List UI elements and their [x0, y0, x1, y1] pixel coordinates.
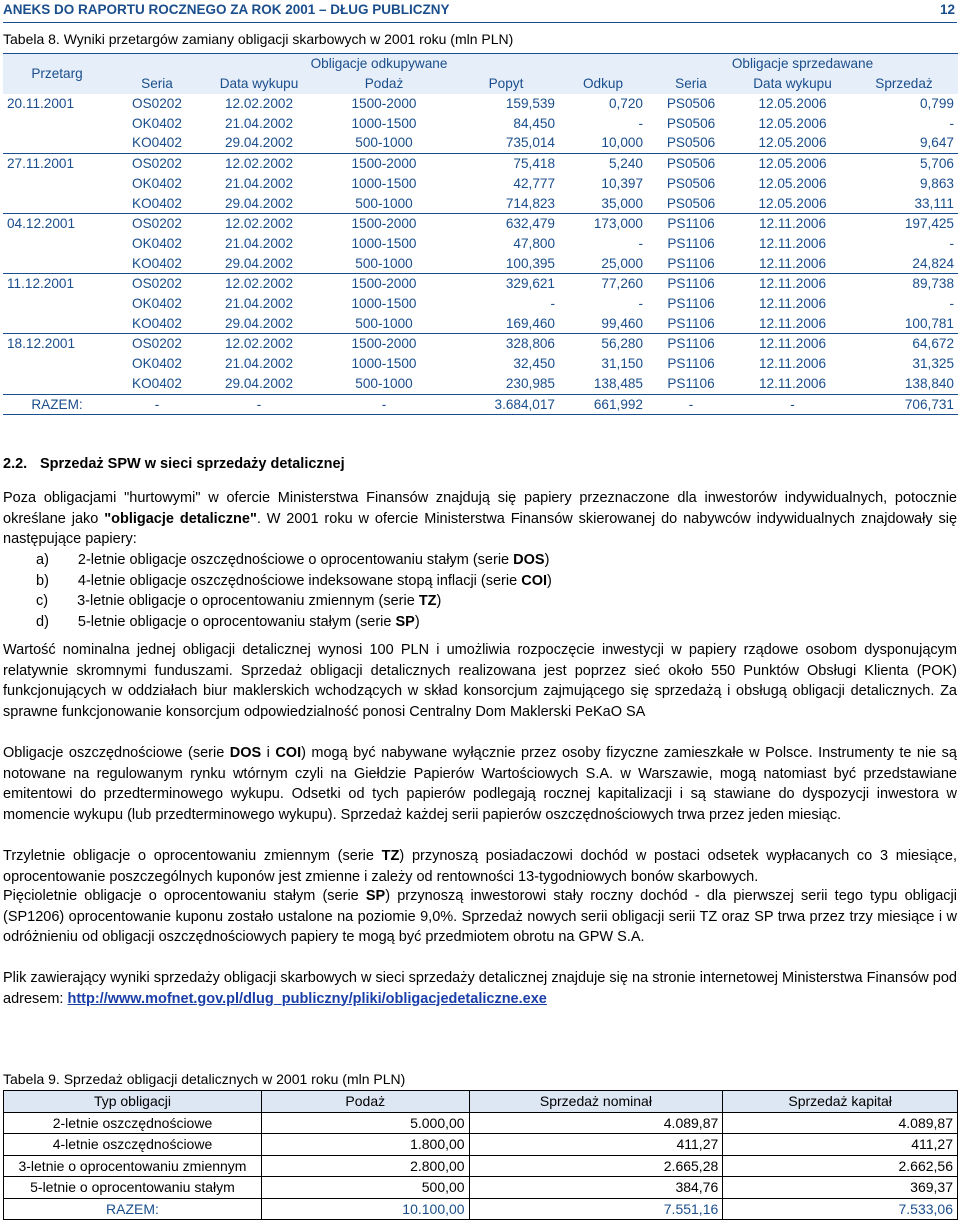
col-typ-obligacji: Typ obligacji [4, 1091, 262, 1113]
cell-odkup: - [638, 296, 643, 312]
col-sprzedaz: Sprzedaż [850, 74, 958, 94]
cell-przetarg-date: 27.11.2001 [3, 154, 111, 174]
table-row [4, 1155, 958, 1177]
cell-odkup: 99,460 [601, 315, 643, 331]
cell-popyt: 47,800 [513, 235, 555, 251]
total-sprzedaz: 706,731 [850, 394, 958, 415]
text: Obligacje oszczędnościowe (serie [3, 745, 230, 761]
cell-podaz: 1000-1500 [351, 356, 417, 372]
text: Pięcioletnie obligacje o oprocentowaniu stałym (serie [3, 888, 366, 904]
cell-odkup: 10,000 [601, 135, 643, 151]
cell-podaz: 500-1000 [355, 195, 413, 211]
col-popyt: Popyt [453, 74, 559, 94]
cell-data-wykupu: 12.02.2002 [203, 214, 315, 234]
cell-data-wykupu-sprzedawane: 12.05.2006 [758, 175, 827, 191]
cell-typ-obligacji: 2-letnie oszczędnościowe [4, 1112, 262, 1134]
table-row [3, 354, 958, 374]
table-row [3, 133, 958, 153]
cell-sprzedaz: 24,824 [912, 255, 954, 271]
cell-sprzedaz: 33,111 [914, 195, 954, 211]
list-item [3, 612, 957, 633]
cell-seria-sprzedawane: PS1106 [667, 315, 715, 331]
cell-sprzedaz-nominal: 4.089,87 [469, 1112, 723, 1134]
group-odkupywane: Obligacje odkupywane [111, 54, 647, 75]
cell-data-wykupu-sprzedawane: 12.05.2006 [758, 135, 827, 151]
cell-sprzedaz-kapital: 4.089,87 [723, 1112, 958, 1134]
cell-seria: OK0402 [132, 235, 182, 251]
cell-seria-sprzedawane: PS1106 [667, 375, 715, 391]
cell-data-wykupu: 29.04.2002 [224, 375, 294, 391]
cell-sprzedaz: - [949, 115, 954, 131]
cell-sprzedaz: 100,781 [904, 315, 954, 331]
cell-data-wykupu-sprzedawane: 12.11.2006 [735, 214, 850, 234]
table9 [3, 1090, 958, 1220]
table-row [3, 94, 958, 114]
bond-types-list [3, 550, 957, 632]
cell-seria: OS0202 [132, 96, 182, 111]
total-kapital: 7.533,06 [723, 1198, 958, 1220]
total-popyt: 3.684,017 [453, 394, 559, 415]
cell-data-wykupu-sprzedawane: 12.11.2006 [758, 235, 827, 251]
emphasis: DOS [229, 745, 262, 761]
cell-popyt: 714,823 [505, 195, 555, 211]
list-text: 5-letnie obligacje o oprocentowaniu stałym (serie [77, 613, 396, 630]
cell-data-wykupu: 29.04.2002 [224, 255, 294, 271]
cell-popyt: 32,450 [513, 356, 555, 372]
cell-przetarg-date: 20.11.2001 [7, 96, 75, 111]
cell-data-wykupu-sprzedawane: 12.11.2006 [758, 375, 827, 391]
cell-sprzedaz: 0,799 [919, 96, 954, 111]
cell-seria: OK0402 [132, 296, 182, 312]
text: ) mogą być nabywane wyłącznie przez osoby fizyczne zamieszkałe w Polsce. Instrumenty te nie są notowane na regulowanym rynku wtórnym czyli na Giełdzie Papierów Wartościowych S.A. w Warszawie, mogą natomiast być przedstawiane emitentowi do przedterminowego wykupu. Odsetki od tych papierów podlegają rocznej kapitalizacji i są stawiane do dyspozycji inwestora w momencie wykupu (lub przedterminowego wykupu). Sprzedaż każdej serii papierów oszczędnościowych trwa przez jeden miesiąc. [3, 745, 957, 823]
cell-data-wykupu: 29.04.2002 [224, 315, 294, 331]
cell-seria-sprzedawane: PS0506 [666, 96, 716, 111]
cell-przetarg-date [3, 374, 111, 394]
total-cell: - [647, 394, 735, 415]
col-sprzedaz-nominal: Sprzedaż nominał [469, 1091, 723, 1113]
cell-data-wykupu-sprzedawane: 12.11.2006 [735, 334, 850, 354]
cell-data-wykupu-sprzedawane: 12.11.2006 [758, 315, 827, 331]
cell-przetarg-date [3, 114, 111, 134]
cell-seria: OS0202 [111, 274, 203, 294]
cell-podaz: 1500-2000 [315, 334, 453, 354]
cell-sprzedaz-kapital: 411,27 [723, 1134, 958, 1156]
cell-popyt: 230,985 [505, 375, 555, 391]
cell-popyt: 159,539 [505, 96, 555, 111]
text: ) przynoszą posiadaczowi dochód w postaci odsetek wypłacanych co 3 miesiące, oprocentowanie poszczególnych kuponów jest zmienne i zależy od rentowności 13-tygodniowych bonów skarbowych. [3, 848, 957, 885]
cell-data-wykupu: 29.04.2002 [224, 195, 294, 211]
cell-seria: OK0402 [132, 356, 182, 372]
cell-seria: KO0402 [132, 255, 182, 271]
paragraph-2: Wartość nominalna jednej obligacji detalicznej wynosi 100 PLN i umożliwia rozpoczęcie inwestycji w papiery rządowe osobom dysponującym relatywnie skromnymi funduszami. Sprzedaż obligacji detalicznych realizowana jest poprzez sieć około 550 Punktów Obsługi Klienta (POK) funkcjonujących w oddziałach biur maklerskich wchodzących w skład konsorcjum zajmującego się sprzedażą i obsługą obligacji detalicznych. Za sprawne funkcjonowanie konsorcjum odpowiedzialność ponosi Centralny Dom Maklerski PeKaO SA [3, 642, 957, 720]
cell-podaz: 1500-2000 [351, 96, 417, 111]
list-marker: a) [36, 552, 49, 568]
cell-sprzedaz-kapital: 369,37 [723, 1177, 958, 1199]
total-podaz: 10.100,00 [261, 1198, 469, 1220]
cell-seria-sprzedawane: PS1106 [667, 235, 715, 251]
cell-sprzedaz: 138,840 [904, 375, 954, 391]
cell-przetarg-date [3, 354, 111, 374]
cell-podaz: 1000-1500 [351, 175, 417, 191]
cell-podaz: 1000-1500 [351, 115, 417, 131]
cell-przetarg-date: 18.12.2001 [3, 334, 111, 354]
table9-caption: Tabela 9. Sprzedaż obligacji detalicznych w 2001 roku (mln PLN) [3, 1071, 406, 1087]
cell-seria: KO0402 [132, 195, 182, 211]
cell-odkup: 173,000 [559, 214, 647, 234]
emphasis: SP [365, 888, 386, 904]
col-przetarg: Przetarg [3, 54, 111, 95]
emphasis: TZ [381, 848, 400, 864]
col-data-wykupu-sprzedawane: Data wykupu [735, 74, 850, 94]
cell-odkup: 138,485 [593, 375, 643, 391]
table-row [3, 314, 958, 334]
cell-popyt: 75,418 [453, 154, 559, 174]
cell-podaz: 500-1000 [355, 315, 413, 331]
total-cell: - [203, 394, 315, 415]
paragraph-5 [3, 886, 957, 948]
cell-podaz: 1500-2000 [315, 274, 453, 294]
text: i [261, 745, 276, 761]
cell-popyt: - [550, 296, 555, 312]
mofnet-link[interactable]: http://www.mofnet.gov.pl/dlug_publiczny/pliki/obligacjedetaliczne.exe [67, 990, 547, 1007]
total-label: RAZEM: [4, 1198, 262, 1220]
table-row [3, 214, 958, 234]
cell-seria-sprzedawane: PS1106 [647, 214, 735, 234]
group-sprzedawane: Obligacje sprzedawane [647, 54, 958, 75]
table-row [3, 194, 958, 214]
table-row [3, 174, 958, 194]
cell-podaz: 500-1000 [355, 135, 413, 151]
text: Plik zawierający wyniki sprzedaży obligacji skarbowych w sieci sprzedaży detalicznej znajduje się na stronie internetowej Ministerstwa Finansów pod adresem: [3, 970, 957, 1007]
cell-przetarg-date [3, 234, 111, 254]
emphasis: SP [395, 613, 415, 630]
total-cell: - [315, 394, 453, 415]
cell-data-wykupu-sprzedawane: 12.05.2006 [758, 115, 827, 131]
cell-sprzedaz-nominal: 2.665,28 [469, 1155, 723, 1177]
cell-odkup: 35,000 [601, 195, 643, 211]
cell-sprzedaz-kapital: 2.662,56 [723, 1155, 958, 1177]
cell-data-wykupu: 21.04.2002 [224, 175, 294, 191]
cell-popyt: 84,450 [513, 115, 555, 131]
table8-caption: Tabela 8. Wyniki przetargów zamiany obligacji skarbowych w 2001 roku (mln PLN) [3, 31, 514, 47]
cell-popyt: 328,806 [453, 334, 559, 354]
paragraph-6 [3, 968, 957, 1009]
col-sprzedaz-kapital: Sprzedaż kapitał [723, 1091, 958, 1113]
list-text: 2-letnie obligacje oszczędnościowe o oprocentowaniu stałym (serie [77, 552, 514, 568]
cell-sprzedaz: 31,325 [912, 356, 954, 372]
emphasis: DOS [513, 552, 545, 568]
cell-data-wykupu-sprzedawane: 12.05.2006 [758, 96, 827, 111]
cell-seria-sprzedawane: PS1106 [647, 274, 735, 294]
list-text: 4-letnie obligacje oszczędnościowe indeksowane stopą inflacji (serie [77, 572, 522, 589]
emphasis: COI [275, 745, 302, 761]
text: Poza obligacjami "hurtowymi" w ofercie Ministerstwa Finansów znajdują się papiery przeznaczone dla inwestorów indywidualnych, potocznie określane jako [3, 490, 957, 527]
text: ) przynoszą inwestorowi stały roczny dochód - dla pierwszej serii tego typu obligacji (SP1206) oprocentowanie kuponu zostało ustalone na poziomie 9,0%. Sprzedaż nowych serii obligacji serii TZ oraz SP trwa przez trzy miesiące i w odróżnieniu od obligacji oszczędnościowych papiery te mogą być przedmiotem obrotu na GPW S.A. [3, 888, 958, 945]
cell-sprzedaz: 197,425 [850, 214, 958, 234]
cell-data-wykupu: 21.04.2002 [224, 356, 294, 372]
cell-seria-sprzedawane: PS1106 [647, 334, 735, 354]
table-row [3, 294, 958, 314]
cell-popyt: 735,014 [505, 135, 555, 151]
page-header-title: ANEKS DO RAPORTU ROCZNEGO ZA ROK 2001 – DŁUG PUBLICZNY [3, 2, 450, 17]
cell-sprzedaz: - [949, 235, 954, 251]
table-row [3, 114, 958, 134]
cell-seria: OK0402 [132, 115, 182, 131]
list-text: ) [544, 552, 550, 568]
table-row [3, 254, 958, 274]
cell-seria-sprzedawane: PS1106 [667, 255, 715, 271]
section-number: 2.2. [3, 456, 28, 472]
cell-odkup: - [638, 115, 643, 131]
cell-data-wykupu: 21.04.2002 [224, 115, 294, 131]
cell-sprzedaz: 64,672 [850, 334, 958, 354]
text: Trzyletnie obligacje o oprocentowaniu zmiennym (serie [3, 848, 382, 864]
cell-data-wykupu-sprzedawane: 12.11.2006 [758, 356, 827, 372]
table-row [3, 374, 958, 394]
cell-podaz: 1500-2000 [315, 154, 453, 174]
col-podaz: Podaż [261, 1091, 469, 1113]
cell-podaz: 5.000,00 [261, 1112, 469, 1134]
cell-data-wykupu-sprzedawane: 12.05.2006 [758, 195, 827, 211]
cell-odkup: 77,260 [559, 274, 647, 294]
col-odkup: Odkup [559, 74, 647, 94]
emphasis: COI [521, 572, 547, 589]
cell-data-wykupu: 21.04.2002 [224, 235, 294, 251]
cell-przetarg-date [3, 314, 111, 334]
table8-header-row-2 [3, 74, 958, 94]
table8 [3, 53, 958, 415]
cell-podaz: 500-1000 [355, 255, 413, 271]
cell-podaz: 2.800,00 [261, 1155, 469, 1177]
text: . W 2001 roku w ofercie Ministerstwa Finansów skierowanej do nabywców indywidualnych znajdowały się następujące papiery: [3, 510, 958, 547]
cell-seria: OK0402 [132, 175, 182, 191]
cell-podaz: 1000-1500 [351, 296, 417, 312]
cell-seria-sprzedawane: PS1106 [667, 296, 715, 312]
cell-sprzedaz: 5,706 [850, 154, 958, 174]
total-odkup: 661,992 [559, 394, 647, 415]
cell-odkup: 10,397 [601, 175, 643, 191]
cell-sprzedaz: 9,863 [919, 175, 954, 191]
cell-seria-sprzedawane: PS0506 [666, 195, 716, 211]
col-seria-sprzedawane: Seria [647, 74, 735, 94]
section-title: Sprzedaż SPW w sieci sprzedaży detalicznej [40, 456, 345, 472]
list-marker: c) [36, 593, 49, 609]
total-cell: - [111, 394, 203, 415]
col-data-wykupu: Data wykupu [203, 74, 315, 94]
cell-seria-sprzedawane: PS0506 [666, 135, 716, 151]
list-text: ) [547, 572, 552, 589]
cell-data-wykupu: 12.02.2002 [203, 154, 315, 174]
cell-data-wykupu: 21.04.2002 [224, 296, 294, 312]
emphasis: TZ [418, 593, 437, 609]
page-number: 12 [939, 2, 955, 17]
list-marker: b) [36, 572, 49, 589]
cell-odkup: 25,000 [601, 255, 643, 271]
cell-sprzedaz: - [949, 296, 954, 312]
cell-odkup: 0,720 [608, 96, 643, 111]
cell-odkup: - [638, 235, 643, 251]
cell-data-wykupu-sprzedawane: 12.05.2006 [735, 154, 850, 174]
list-text: ) [414, 613, 420, 630]
cell-przetarg-date [3, 254, 111, 274]
cell-seria-sprzedawane: PS0506 [666, 175, 716, 191]
table9-header-row [4, 1091, 958, 1113]
list-item [3, 591, 957, 612]
cell-sprzedaz: 9,647 [919, 135, 954, 151]
table9-total-row [4, 1198, 958, 1220]
cell-data-wykupu: 12.02.2002 [224, 96, 294, 111]
list-item [3, 550, 957, 571]
page-header [3, 2, 957, 20]
total-label: RAZEM: [3, 394, 111, 415]
col-podaz: Podaż [315, 74, 453, 94]
cell-przetarg-date [3, 133, 111, 153]
cell-popyt: 100,395 [505, 255, 555, 271]
table-row [4, 1134, 958, 1156]
table-row [4, 1177, 958, 1199]
cell-podaz: 1000-1500 [351, 235, 417, 251]
list-text: 3-letnie obligacje o oprocentowaniu zmiennym (serie [77, 593, 419, 609]
cell-sprzedaz: 89,738 [850, 274, 958, 294]
cell-seria: KO0402 [132, 135, 182, 151]
cell-odkup: 56,280 [559, 334, 647, 354]
cell-popyt: 42,777 [513, 175, 555, 191]
cell-data-wykupu: 29.04.2002 [224, 135, 294, 151]
cell-data-wykupu: 12.02.2002 [203, 334, 315, 354]
list-text: ) [436, 593, 442, 609]
cell-seria: KO0402 [132, 315, 182, 331]
cell-seria-sprzedawane: PS0506 [647, 154, 735, 174]
cell-typ-obligacji: 5-letnie o oprocentowaniu stałym [4, 1177, 262, 1199]
cell-seria: OS0202 [111, 334, 203, 354]
cell-seria-sprzedawane: PS1106 [667, 356, 715, 372]
col-seria: Seria [111, 74, 203, 94]
cell-podaz: 500,00 [261, 1177, 469, 1199]
cell-przetarg-date [3, 294, 111, 314]
cell-seria: KO0402 [132, 375, 182, 391]
cell-typ-obligacji: 3-letnie o oprocentowaniu zmiennym [4, 1155, 262, 1177]
cell-popyt: 632,479 [453, 214, 559, 234]
cell-sprzedaz-nominal: 384,76 [469, 1177, 723, 1199]
cell-odkup: 31,150 [601, 356, 643, 372]
table8-total-row [3, 394, 958, 415]
cell-przetarg-date: 11.12.2001 [3, 274, 111, 294]
table-row [3, 274, 958, 294]
cell-przetarg-date [3, 174, 111, 194]
cell-data-wykupu-sprzedawane: 12.11.2006 [758, 296, 827, 312]
section-heading [3, 456, 345, 472]
cell-popyt: 169,460 [505, 315, 555, 331]
cell-podaz: 1500-2000 [315, 214, 453, 234]
cell-popyt: 329,621 [453, 274, 559, 294]
cell-seria: OS0202 [111, 214, 203, 234]
total-cell: - [735, 394, 850, 415]
cell-przetarg-date [3, 194, 111, 214]
cell-data-wykupu-sprzedawane: 12.11.2006 [735, 274, 850, 294]
cell-seria-sprzedawane: PS0506 [666, 115, 716, 131]
paragraph-3 [3, 743, 957, 825]
cell-odkup: 5,240 [559, 154, 647, 174]
header-divider [3, 22, 957, 23]
cell-sprzedaz-nominal: 411,27 [469, 1134, 723, 1156]
table8-header-row-1 [3, 54, 958, 75]
table-row [3, 234, 958, 254]
cell-przetarg-date: 04.12.2001 [3, 214, 111, 234]
emphasis: "obligacje detaliczne" [104, 510, 257, 527]
cell-seria: OS0202 [111, 154, 203, 174]
cell-data-wykupu: 12.02.2002 [203, 274, 315, 294]
table-row [3, 154, 958, 174]
table-row [4, 1112, 958, 1134]
cell-typ-obligacji: 4-letnie oszczędnościowe [4, 1134, 262, 1156]
cell-podaz: 500-1000 [355, 375, 413, 391]
list-item [3, 571, 957, 592]
table-row [3, 334, 958, 354]
list-marker: d) [36, 613, 49, 630]
total-nominal: 7.551,16 [469, 1198, 723, 1220]
paragraph-1 [3, 488, 957, 550]
cell-podaz: 1.800,00 [261, 1134, 469, 1156]
cell-data-wykupu-sprzedawane: 12.11.2006 [758, 255, 827, 271]
paragraph-4 [3, 846, 957, 887]
